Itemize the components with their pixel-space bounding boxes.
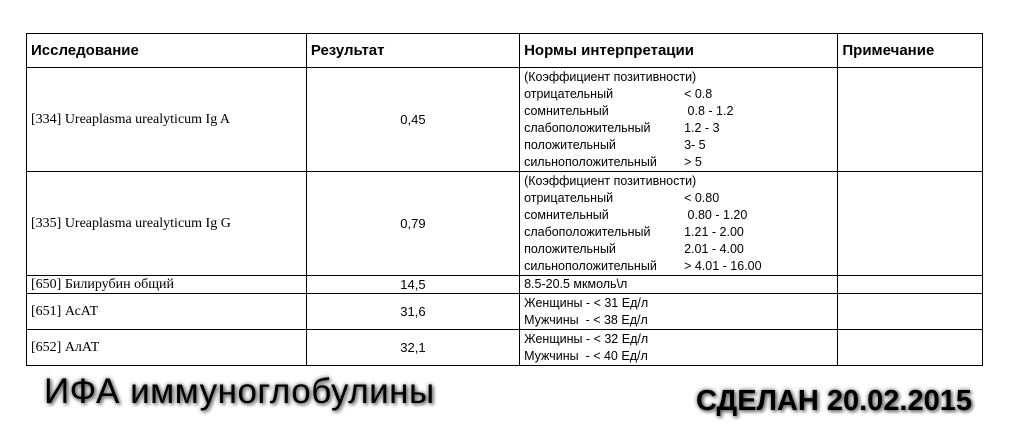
norm-label: (Коэффициент позитивности) <box>524 173 697 188</box>
note-cell <box>838 330 983 366</box>
header-result: Результат <box>306 34 519 68</box>
norm-line <box>524 207 833 224</box>
note-cell <box>838 276 983 294</box>
norm-value: 1.2 - 3 <box>684 120 720 135</box>
norm-value: < 0.8 <box>684 86 713 101</box>
caption-right: СДЕЛАН 20.02.2015 <box>696 385 972 417</box>
norm-line <box>524 312 833 329</box>
norm-label: сомнительный <box>524 103 609 118</box>
norms-cell <box>520 330 838 366</box>
note-cell <box>838 68 983 172</box>
norm-line <box>524 348 833 365</box>
norm-line <box>524 173 833 190</box>
norm-label: сомнительный <box>524 207 609 222</box>
norm-line <box>524 137 833 154</box>
caption-left: ИФА иммуноглобулины <box>44 372 435 411</box>
norm-label: Женщины - < 31 Ед/л <box>524 295 649 310</box>
result-cell: 0,79 <box>306 172 519 276</box>
norms-cell <box>520 172 838 276</box>
norm-line <box>524 331 833 348</box>
result-cell: 0,45 <box>306 68 519 172</box>
norm-line <box>524 154 833 171</box>
header-test: Исследование <box>27 34 307 68</box>
norms-cell <box>520 276 838 294</box>
norm-value: < 0.80 <box>684 190 720 205</box>
norm-label: Мужчины - < 40 Ед/л <box>524 348 648 363</box>
table-row <box>27 330 983 366</box>
norm-label: сильноположительный <box>524 258 657 273</box>
norm-label: (Коэффициент позитивности) <box>524 69 697 84</box>
result-cell: 31,6 <box>306 294 519 330</box>
norm-value: > 5 <box>684 154 702 169</box>
norm-label: положительный <box>524 241 616 256</box>
result-cell: 14,5 <box>306 276 519 294</box>
norm-value: 1.21 - 2.00 <box>684 224 744 239</box>
test-name-cell: [650] Билирубин общий <box>27 276 307 294</box>
norm-label: слабоположительный <box>524 224 651 239</box>
table-row <box>27 294 983 330</box>
norm-label: отрицательный <box>524 190 614 205</box>
norm-label: слабоположительный <box>524 120 651 135</box>
test-name-cell: [334] Ureaplasma urealyticum Ig A <box>27 68 307 172</box>
norm-label: положительный <box>524 137 616 152</box>
norm-line <box>524 258 833 275</box>
norm-line <box>524 103 833 120</box>
norm-label: Мужчины - < 38 Ед/л <box>524 312 648 327</box>
results-table <box>26 33 983 366</box>
norm-line <box>524 69 833 86</box>
norms-cell <box>520 68 838 172</box>
norm-label: 8.5-20.5 мкмоль\л <box>524 277 628 291</box>
norm-line <box>524 190 833 207</box>
norm-value: 0.8 - 1.2 <box>684 103 734 118</box>
test-name-cell: [651] АсАТ <box>27 294 307 330</box>
norm-line <box>524 241 833 258</box>
norm-value: 3- 5 <box>684 137 706 152</box>
header-note: Примечание <box>838 34 983 68</box>
norm-line <box>524 295 833 312</box>
test-name-cell: [652] АлАТ <box>27 330 307 366</box>
table-row <box>27 68 983 172</box>
norm-value: 2.01 - 4.00 <box>684 241 744 256</box>
header-norms: Нормы интерпретации <box>520 34 838 68</box>
norm-value: > 4.01 - 16.00 <box>684 258 762 273</box>
header-row <box>27 34 983 68</box>
norm-label: сильноположительный <box>524 154 657 169</box>
result-cell: 32,1 <box>306 330 519 366</box>
note-cell <box>838 294 983 330</box>
norm-label: отрицательный <box>524 86 614 101</box>
table-row <box>27 276 983 294</box>
norm-label: Женщины - < 32 Ед/л <box>524 331 649 346</box>
results-body <box>27 68 983 366</box>
norm-line <box>524 120 833 137</box>
test-name-cell: [335] Ureaplasma urealyticum Ig G <box>27 172 307 276</box>
note-cell <box>838 172 983 276</box>
norm-line <box>524 276 833 293</box>
norm-value: 0.80 - 1.20 <box>684 207 748 222</box>
table-row <box>27 172 983 276</box>
norm-line <box>524 86 833 103</box>
norm-line <box>524 224 833 241</box>
norms-cell <box>520 294 838 330</box>
